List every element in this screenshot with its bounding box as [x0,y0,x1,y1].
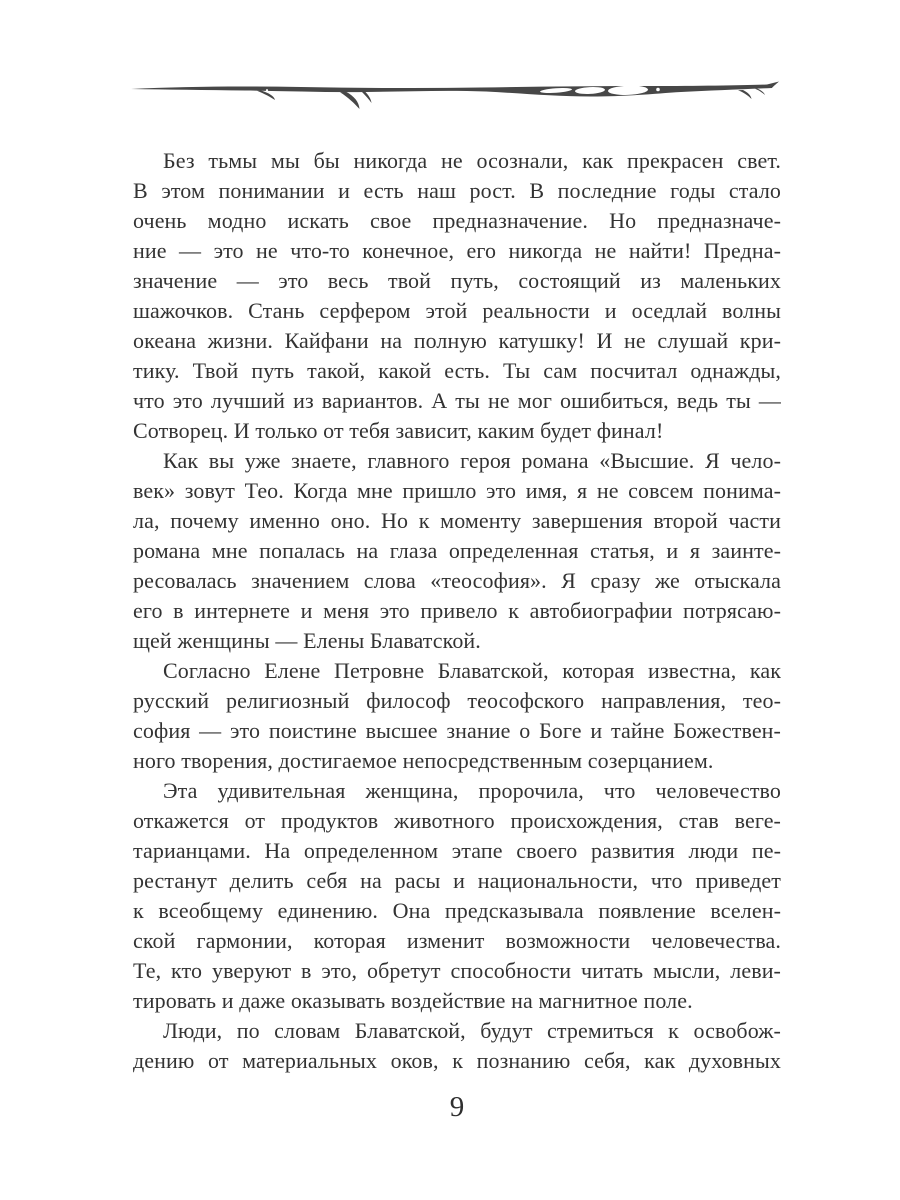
text-line: его в интернете и меня это привело к автобиографии потрясаю- [133,598,781,623]
text-line: Согласно Елене Петровне Блаватской, которая известна, как [163,658,781,683]
text-line: век» зовут Тео. Когда мне пришло это имя, я не совсем понима- [133,478,781,503]
text-line: ресовалась значением слова «теософия». Я сразу же отыскала [133,568,781,593]
text-line: к всеобщему единению. Она предсказывала появление вселен- [133,898,781,923]
text-line: шажочков. Стань серфером этой реальности и оседлай волны [133,298,781,323]
text-line: тировать и даже оказывать воздействие на магнитное поле. [133,988,693,1013]
text-line: Эта удивительная женщина, пророчила, что человечество [163,778,781,803]
text-line: тарианцами. На определенном этапе своего развития люди пе- [133,838,781,863]
header-flourish-rule-icon [131,78,779,118]
text-line: рестанут делить себя на расы и национальности, что приведет [133,868,781,893]
text-line: дению от материальных оков, к познанию себя, как духовных [133,1048,781,1073]
text-line: щей женщины — Елены Блаватской. [133,628,481,653]
text-line: Сотворец. И только от тебя зависит, каким будет финал! [133,418,664,443]
text-line: что это лучший из вариантов. А ты не мог ошибиться, ведь ты — [133,388,781,413]
text-line: Люди, по словам Блаватской, будут стремиться к освобож- [163,1018,781,1043]
text-line: откажется от продуктов животного происхождения, став веге- [133,808,781,833]
text-line: ской гармонии, которая изменит возможности человечества. [133,928,781,953]
text-line: Без тьмы мы бы никогда не осознали, как прекрасен свет. [163,148,781,173]
text-line: значение — это весь твой путь, состоящий из маленьких [133,268,781,293]
text-line: Те, кто уверуют в это, обретут способности читать мысли, леви- [133,958,781,983]
text-line: тику. Твой путь такой, какой есть. Ты сам посчитал однажды, [133,358,781,383]
text-line: Как вы уже знаете, главного героя романа «Высшие. Я чело- [163,448,781,473]
text-line: ла, почему именно оно. Но к моменту завершения второй части [133,508,781,533]
page-number: 9 [449,1091,465,1123]
text-line: океана жизни. Кайфани на полную катушку! И не слушай кри- [133,328,781,353]
text-line: русский религиозный философ теософского направления, тео- [133,688,781,713]
text-line: ного творения, достигаемое непосредственным созерцанием. [133,748,714,773]
calligraphic-stroke [131,82,779,110]
text-line: очень модно искать свое предназначение. Но предназначе- [133,208,781,233]
text-line: романа мне попалась на глаза определенная статья, и я заинте- [133,538,781,563]
text-line: В этом понимании и есть наш рост. В последние годы стало [133,178,781,203]
text-line: софия — это поистине высшее знание о Боге и тайне Божествен- [133,718,781,743]
page-text [133,146,781,1076]
text-line: ние — это не что-то конечное, его никогда не найти! Предна- [133,238,781,263]
